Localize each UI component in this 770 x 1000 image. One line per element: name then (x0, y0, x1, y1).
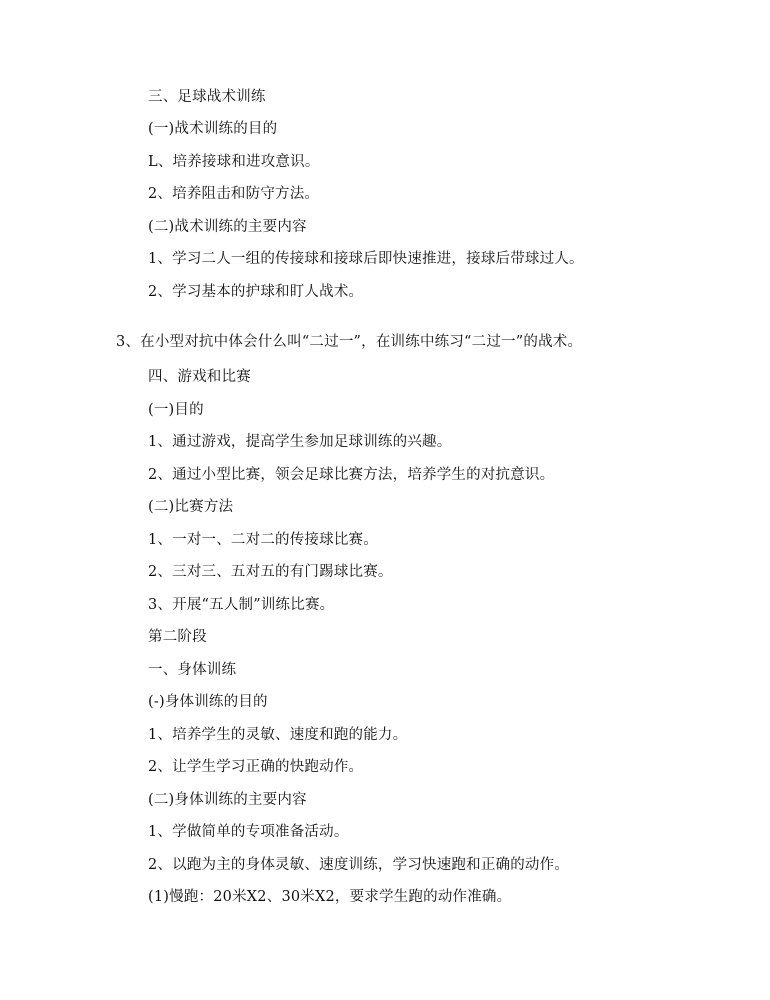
paragraph-line: 1、学习二人一组的传接球和接球后即快速推进，接球后带球过人。 (148, 251, 584, 267)
paragraph-line: 2、通过小型比赛，领会足球比赛方法，培养学生的对抗意识。 (148, 467, 555, 483)
subheading-tactics-purpose: (一)战术训练的目的 (148, 121, 278, 137)
subheading-games-purpose: (一)目的 (148, 402, 204, 418)
stage-heading: 第二阶段 (148, 629, 207, 645)
subheading-tactics-content: (二)战术训练的主要内容 (148, 219, 307, 235)
paragraph-line: 1、通过游戏，提高学生参加足球训练的兴趣。 (148, 434, 452, 450)
section-heading-physical: 一、身体训练 (148, 662, 237, 678)
subheading-match-method: (二)比赛方法 (148, 499, 234, 515)
paragraph-line: 2、三对三、五对五的有门踢球比赛。 (148, 564, 393, 580)
paragraph-line: 3、开展“五人制”训练比赛。 (148, 597, 335, 613)
paragraph-line: 1、一对一、二对二的传接球比赛。 (148, 532, 378, 548)
paragraph-line: 3、在小型对抗中体会什么叫“二过一”，在训练中练习“二过一”的战术。 (116, 334, 583, 350)
paragraph-line: 2、学习基本的护球和盯人战术。 (148, 284, 364, 300)
section-heading-tactics: 三、足球战术训练 (148, 89, 266, 105)
paragraph-line: 2、让学生学习正确的快跑动作。 (148, 759, 364, 775)
paragraph-line: L、培养接球和进攻意识。 (148, 154, 320, 170)
paragraph-line: 2、以跑为主的身体灵敏、速度训练，学习快速跑和正确的动作。 (148, 857, 570, 873)
paragraph-line: 1、培养学生的灵敏、速度和跑的能力。 (148, 727, 408, 743)
paragraph-line: 1、学做简单的专项准备活动。 (148, 824, 349, 840)
paragraph-line: (1)慢跑：20米X2、30米X2，要求学生跑的动作准确。 (148, 889, 512, 905)
section-heading-games: 四、游戏和比赛 (148, 369, 251, 385)
subheading-physical-purpose: (-)身体训练的目的 (148, 694, 268, 710)
paragraph-line: 2、培养阻击和防守方法。 (148, 186, 320, 202)
subheading-physical-content: (二)身体训练的主要内容 (148, 792, 307, 808)
